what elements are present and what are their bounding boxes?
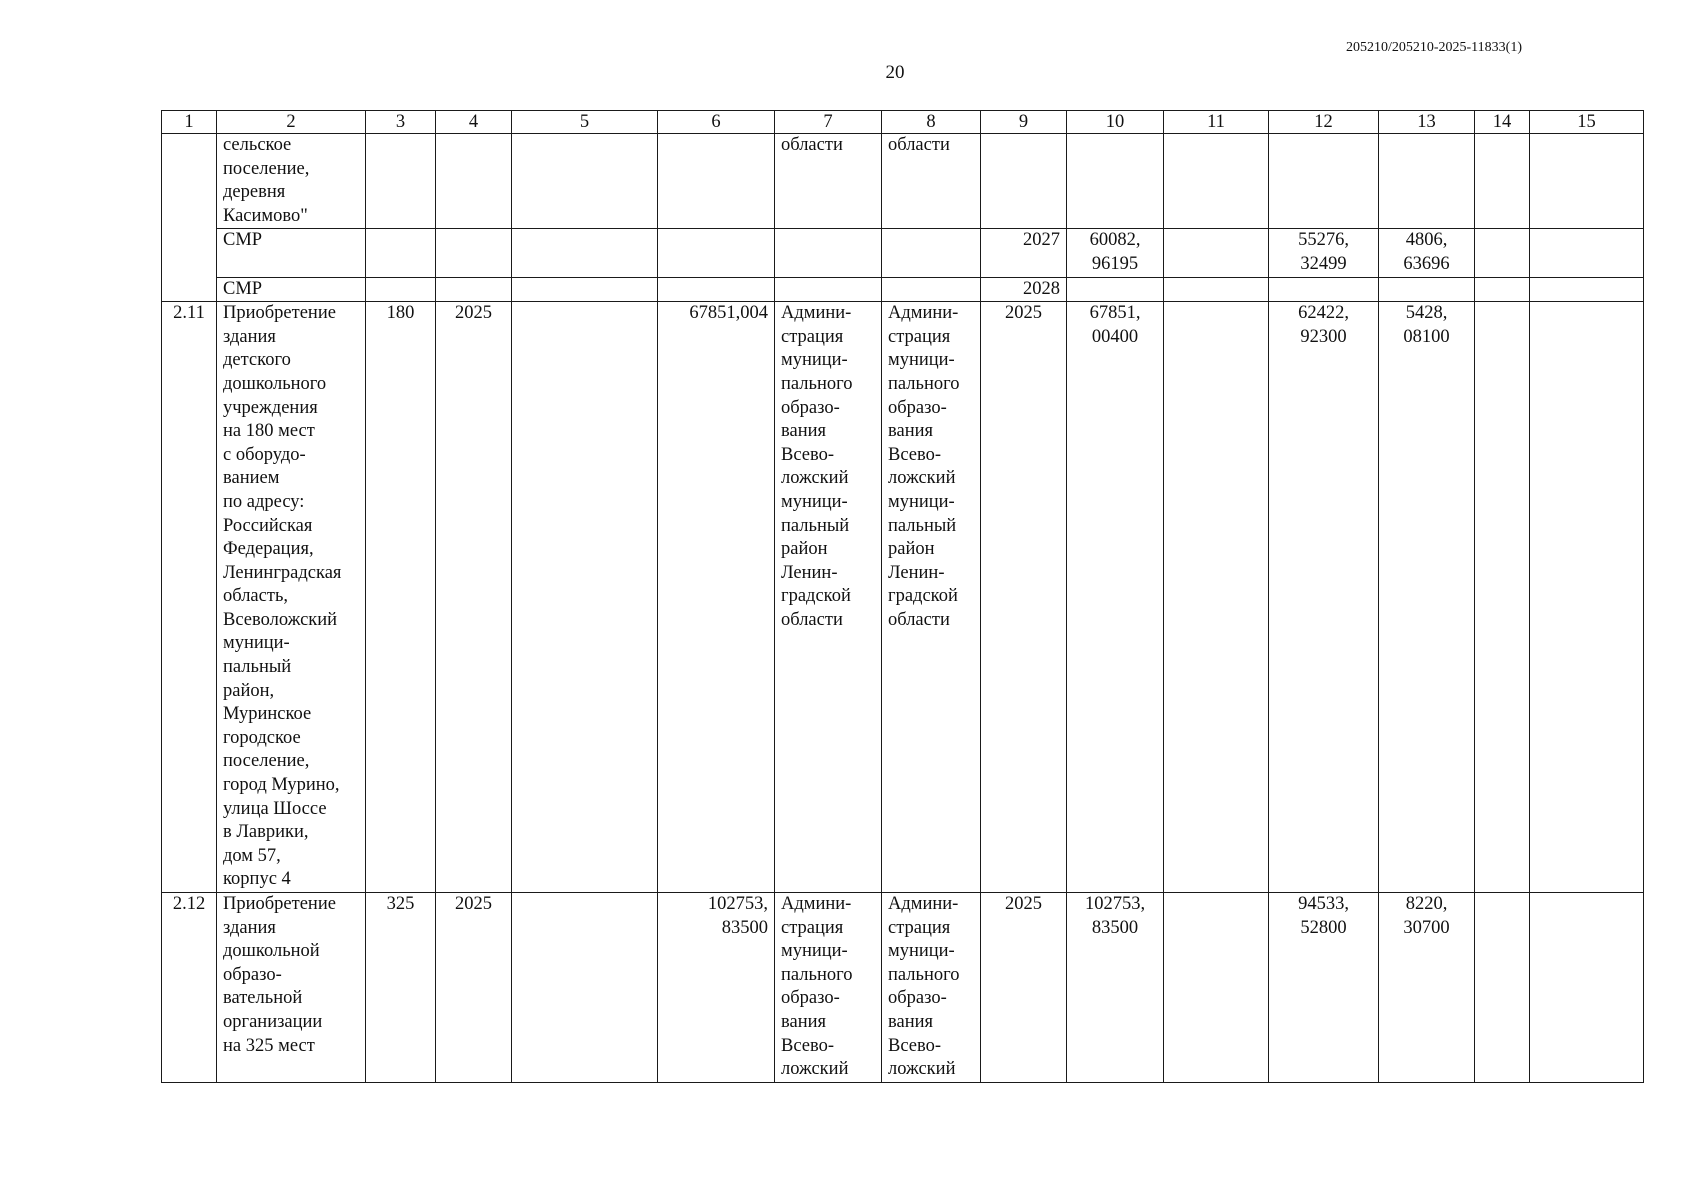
developer-cell: Админи- страция муници- пального образо- вания Всево- ложский муници- пальный район Ленин- градской области <box>882 302 981 893</box>
empty-cell <box>1164 302 1269 893</box>
col-header-8: 8 <box>882 111 981 134</box>
empty-cell <box>1530 893 1644 1083</box>
page-number: 20 <box>885 62 905 83</box>
local-budget-cell: 8220, 30700 <box>1379 893 1475 1083</box>
empty-cell <box>512 229 658 277</box>
regional-budget-cell: 94533, 52800 <box>1269 893 1379 1083</box>
total-cost-cell: 67851, 00400 <box>1067 302 1164 893</box>
object-name-cell: сельское поселение, деревня Касимово" <box>217 134 366 229</box>
local-budget-cell: 5428, 08100 <box>1379 302 1475 893</box>
empty-cell <box>512 277 658 302</box>
col-header-7: 7 <box>775 111 882 134</box>
estimated-cost-cell: 102753, 83500 <box>658 893 775 1083</box>
empty-cell <box>1475 229 1530 277</box>
table-row <box>162 277 1644 302</box>
empty-cell <box>1379 277 1475 302</box>
empty-cell <box>1379 134 1475 229</box>
empty-cell <box>658 229 775 277</box>
table-row <box>162 134 1644 229</box>
document-id: 205210/205210-2025-11833(1) <box>1345 40 1522 55</box>
customer-cell: Админи- страция муници- пального образо- вания Всево- ложский <box>775 893 882 1083</box>
empty-cell <box>658 277 775 302</box>
table-row <box>162 302 1644 893</box>
empty-cell <box>1475 302 1530 893</box>
empty-cell <box>775 229 882 277</box>
col-header-13: 13 <box>1379 111 1475 134</box>
estimated-cost-cell: 67851,004 <box>658 302 775 893</box>
empty-cell <box>1067 134 1164 229</box>
empty-cell <box>1475 277 1530 302</box>
empty-cell <box>1067 277 1164 302</box>
empty-cell <box>1269 277 1379 302</box>
empty-cell <box>512 893 658 1083</box>
empty-cell <box>366 277 436 302</box>
regional-budget-cell: 55276, 32499 <box>1269 229 1379 277</box>
year-cell: 2027 <box>981 229 1067 277</box>
col-header-4: 4 <box>436 111 512 134</box>
empty-cell <box>436 229 512 277</box>
capacity-cell: 325 <box>366 893 436 1083</box>
empty-cell <box>366 134 436 229</box>
row-number-cell: 2.12 <box>162 893 217 1083</box>
empty-cell <box>1164 893 1269 1083</box>
empty-cell <box>1164 229 1269 277</box>
empty-cell <box>512 302 658 893</box>
developer-cell: Админи- страция муници- пального образо- вания Всево- ложский <box>882 893 981 1083</box>
year-cell: 2025 <box>981 302 1067 893</box>
col-header-3: 3 <box>366 111 436 134</box>
header-row <box>162 111 1644 134</box>
developer-cell: области <box>882 134 981 229</box>
empty-cell <box>436 277 512 302</box>
col-header-14: 14 <box>1475 111 1530 134</box>
empty-cell <box>775 277 882 302</box>
local-budget-cell: 4806, 63696 <box>1379 229 1475 277</box>
empty-cell <box>1530 229 1644 277</box>
stage-name-cell: СМР <box>217 277 366 302</box>
empty-cell <box>658 134 775 229</box>
col-header-11: 11 <box>1164 111 1269 134</box>
year-start-cell: 2025 <box>436 302 512 893</box>
stage-name-cell: СМР <box>217 229 366 277</box>
col-header-6: 6 <box>658 111 775 134</box>
empty-cell <box>882 229 981 277</box>
object-name-cell: Приобретение здания детского дошкольного учреждения на 180 мест с оборудо- ванием по адресу: Российская Федерация, Ленинградская область, Всеволожский муници- пальный район, Муринское городское поселение, город Мурино, улица Шоссе в Лаврики, дом 57, корпус 4 <box>217 302 366 893</box>
total-cost-cell: 102753, 83500 <box>1067 893 1164 1083</box>
year-cell: 2028 <box>981 277 1067 302</box>
data-table <box>161 110 1644 1083</box>
empty-cell <box>436 134 512 229</box>
col-header-1: 1 <box>162 111 217 134</box>
col-header-12: 12 <box>1269 111 1379 134</box>
col-header-10: 10 <box>1067 111 1164 134</box>
year-cell: 2025 <box>981 893 1067 1083</box>
col-header-9: 9 <box>981 111 1067 134</box>
col-header-15: 15 <box>1530 111 1644 134</box>
year-start-cell: 2025 <box>436 893 512 1083</box>
row-number-cell: 2.11 <box>162 302 217 893</box>
empty-cell <box>1475 134 1530 229</box>
regional-budget-cell: 62422, 92300 <box>1269 302 1379 893</box>
empty-cell <box>1164 134 1269 229</box>
empty-cell <box>366 229 436 277</box>
empty-cell <box>512 134 658 229</box>
empty-cell <box>1530 302 1644 893</box>
customer-cell: Админи- страция муници- пального образо- вания Всево- ложский муници- пальный район Ленин- градской области <box>775 302 882 893</box>
empty-cell <box>1530 134 1644 229</box>
customer-cell: области <box>775 134 882 229</box>
empty-cell <box>882 277 981 302</box>
empty-cell <box>1530 277 1644 302</box>
table-row <box>162 893 1644 1083</box>
table-row <box>162 229 1644 277</box>
empty-cell <box>1269 134 1379 229</box>
empty-cell <box>1475 893 1530 1083</box>
capacity-cell: 180 <box>366 302 436 893</box>
row-number-cell <box>162 134 217 302</box>
col-header-5: 5 <box>512 111 658 134</box>
col-header-2: 2 <box>217 111 366 134</box>
empty-cell <box>1164 277 1269 302</box>
total-cost-cell: 60082, 96195 <box>1067 229 1164 277</box>
empty-cell <box>981 134 1067 229</box>
object-name-cell: Приобретение здания дошкольной образо- вательной организации на 325 мест <box>217 893 366 1083</box>
